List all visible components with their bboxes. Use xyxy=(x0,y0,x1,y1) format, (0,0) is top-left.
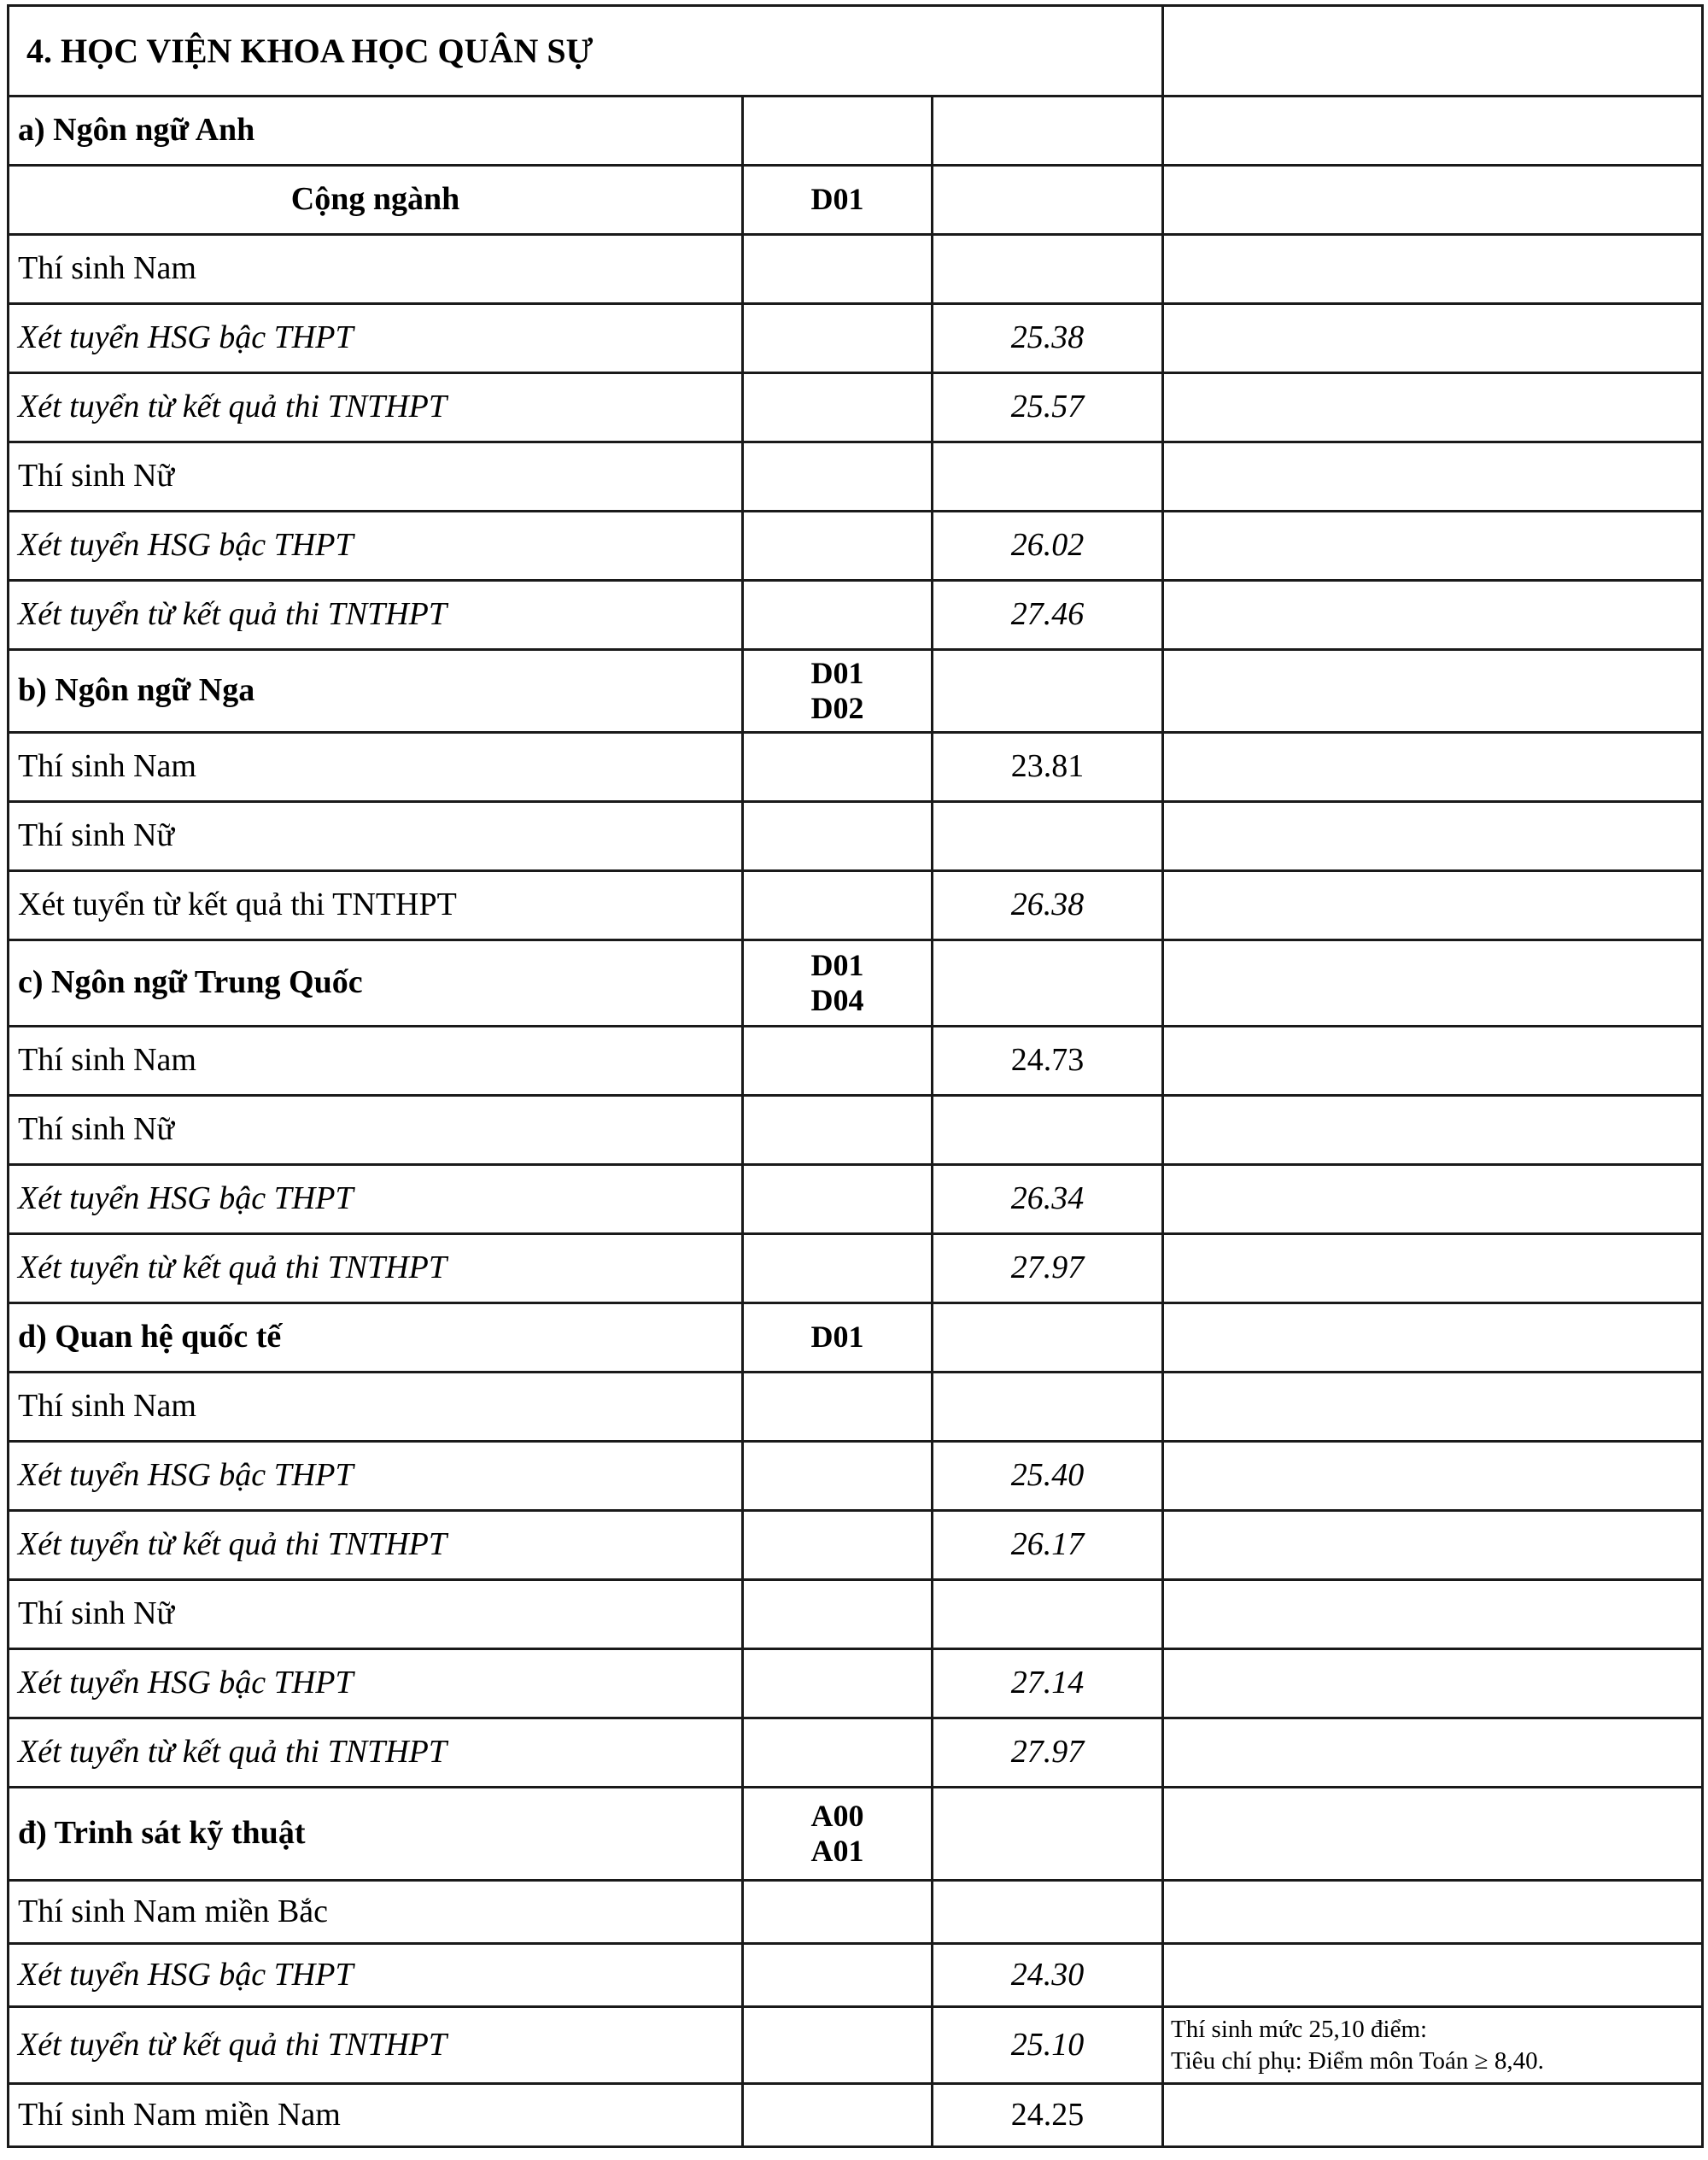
row-label: Xét tuyển từ kết quả thi TNTHPT xyxy=(9,871,743,940)
table-row xyxy=(9,1649,1703,1718)
subject-combination-cell xyxy=(743,512,933,581)
table-row xyxy=(9,1511,1703,1580)
section-row xyxy=(9,97,1703,166)
subject-combination-code: D01 xyxy=(810,182,864,217)
section-heading: đ) Trinh sát kỹ thuật xyxy=(9,1788,743,1881)
subject-combination-cell xyxy=(743,940,933,1027)
note-cell xyxy=(1163,1234,1703,1303)
score-cell xyxy=(933,1096,1163,1165)
note-cell xyxy=(1163,97,1703,166)
note-cell xyxy=(1163,802,1703,871)
subject-combination-cell xyxy=(743,1373,933,1442)
table-row xyxy=(9,1718,1703,1788)
table-row xyxy=(9,1373,1703,1442)
subject-combination-cell xyxy=(743,871,933,940)
table-row xyxy=(9,1881,1703,1944)
score-cell xyxy=(933,1788,1163,1881)
subject-combination-cell xyxy=(743,1944,933,2007)
note-line: Thí sinh mức 25,10 điểm: xyxy=(1171,2016,1428,2044)
score-cell: 26.02 xyxy=(933,512,1163,581)
subject-combination-cell xyxy=(743,1165,933,1234)
score-cell: 27.97 xyxy=(933,1234,1163,1303)
section-heading: d) Quan hệ quốc tế xyxy=(9,1303,743,1373)
row-label: Thí sinh Nữ xyxy=(9,1096,743,1165)
score-cell xyxy=(933,1373,1163,1442)
note-cell xyxy=(1163,1718,1703,1788)
score-cell: 23.81 xyxy=(933,733,1163,802)
table-row xyxy=(9,733,1703,802)
note-cell xyxy=(1163,1303,1703,1373)
note-cell xyxy=(1163,2007,1703,2084)
score-cell xyxy=(933,940,1163,1027)
note-cell xyxy=(1163,1027,1703,1096)
note-cell xyxy=(1163,2084,1703,2147)
subject-combination-cell xyxy=(743,304,933,373)
subject-combination-code: D02 xyxy=(810,691,864,725)
row-label: Xét tuyển HSG bậc THPT xyxy=(9,1649,743,1718)
score-cell: 27.97 xyxy=(933,1718,1163,1788)
note-cell xyxy=(1163,871,1703,940)
subject-combination-cell xyxy=(743,802,933,871)
note-cell xyxy=(1163,166,1703,235)
table-row xyxy=(9,1580,1703,1649)
row-label: Xét tuyển từ kết quả thi TNTHPT xyxy=(9,373,743,442)
subject-combination-cell xyxy=(743,1442,933,1511)
table-row xyxy=(9,802,1703,871)
score-cell: 26.17 xyxy=(933,1511,1163,1580)
row-label: Xét tuyển từ kết quả thi TNTHPT xyxy=(9,1718,743,1788)
score-cell xyxy=(933,97,1163,166)
subject-combination-code: A00 xyxy=(810,1798,864,1833)
score-cell: 24.30 xyxy=(933,1944,1163,2007)
subject-combination-cell xyxy=(743,1718,933,1788)
subject-combination-cell xyxy=(743,1096,933,1165)
subject-combination-code: D01 xyxy=(810,655,864,690)
score-cell xyxy=(933,650,1163,733)
row-label: Xét tuyển từ kết quả thi TNTHPT xyxy=(9,581,743,650)
note-cell xyxy=(1163,442,1703,512)
table-row xyxy=(9,373,1703,442)
note-cell xyxy=(1163,373,1703,442)
score-cell: 24.25 xyxy=(933,2084,1163,2147)
table-row xyxy=(9,581,1703,650)
row-label: Thí sinh Nam xyxy=(9,235,743,304)
score-cell xyxy=(933,235,1163,304)
table-row xyxy=(9,442,1703,512)
row-label: Thí sinh Nữ xyxy=(9,442,743,512)
row-label: Xét tuyển HSG bậc THPT xyxy=(9,1944,743,2007)
subject-combination-cell xyxy=(743,1881,933,1944)
note-cell xyxy=(1163,581,1703,650)
score-cell xyxy=(933,1303,1163,1373)
subject-combination-cell xyxy=(743,1511,933,1580)
row-label: Xét tuyển từ kết quả thi TNTHPT xyxy=(9,2007,743,2084)
score-cell: 25.10 xyxy=(933,2007,1163,2084)
note-cell xyxy=(1163,1511,1703,1580)
section-heading: a) Ngôn ngữ Anh xyxy=(9,97,743,166)
score-cell: 25.38 xyxy=(933,304,1163,373)
row-label: Thí sinh Nam xyxy=(9,1373,743,1442)
score-cell: 27.46 xyxy=(933,581,1163,650)
table-row xyxy=(9,1027,1703,1096)
subject-combination-cell xyxy=(743,650,933,733)
score-cell: 25.40 xyxy=(933,1442,1163,1511)
table-row xyxy=(9,2007,1703,2084)
row-label: Thí sinh Nam xyxy=(9,733,743,802)
score-cell: 24.73 xyxy=(933,1027,1163,1096)
document-title: 4. HỌC VIỆN KHOA HỌC QUÂN SỰ xyxy=(9,6,1163,97)
row-label: Thí sinh Nam xyxy=(9,1027,743,1096)
section-row xyxy=(9,1303,1703,1373)
note-cell xyxy=(1163,1881,1703,1944)
score-cell: 25.57 xyxy=(933,373,1163,442)
table-row xyxy=(9,1442,1703,1511)
note-cell xyxy=(1163,1944,1703,2007)
note-cell xyxy=(1163,1373,1703,1442)
row-label: Thí sinh Nữ xyxy=(9,802,743,871)
section-row xyxy=(9,940,1703,1027)
subject-combination-cell xyxy=(743,1788,933,1881)
table-row xyxy=(9,1165,1703,1234)
section-heading: c) Ngôn ngữ Trung Quốc xyxy=(9,940,743,1027)
subject-combination-code: A01 xyxy=(810,1834,864,1868)
subject-combination-cell xyxy=(743,97,933,166)
score-cell xyxy=(933,1580,1163,1649)
table-row xyxy=(9,871,1703,940)
score-cell xyxy=(933,1881,1163,1944)
admission-scores-table xyxy=(7,4,1704,2148)
section-row xyxy=(9,650,1703,733)
table-row xyxy=(9,1944,1703,2007)
title-row xyxy=(9,6,1703,97)
subject-combination-cell xyxy=(743,733,933,802)
row-label: Cộng ngành xyxy=(9,166,743,235)
subject-combination-cell xyxy=(743,2084,933,2147)
row-label: Thí sinh Nữ xyxy=(9,1580,743,1649)
score-cell: 27.14 xyxy=(933,1649,1163,1718)
subject-combination-cell xyxy=(743,1027,933,1096)
note-cell xyxy=(1163,512,1703,581)
table-row xyxy=(9,2084,1703,2147)
table-row xyxy=(9,512,1703,581)
subject-combination-cell xyxy=(743,235,933,304)
table-row xyxy=(9,166,1703,235)
table-row xyxy=(9,1096,1703,1165)
row-label: Xét tuyển HSG bậc THPT xyxy=(9,304,743,373)
score-cell: 26.34 xyxy=(933,1165,1163,1234)
note-cell xyxy=(1163,1442,1703,1511)
score-cell: 26.38 xyxy=(933,871,1163,940)
row-label: Xét tuyển từ kết quả thi TNTHPT xyxy=(9,1234,743,1303)
subject-combination-code: D04 xyxy=(810,983,864,1017)
note-cell xyxy=(1163,1580,1703,1649)
note-cell xyxy=(1163,304,1703,373)
table-row xyxy=(9,1234,1703,1303)
subject-combination-code: D01 xyxy=(810,947,864,982)
subject-combination-cell xyxy=(743,1303,933,1373)
table-row xyxy=(9,235,1703,304)
subject-combination-cell xyxy=(743,2007,933,2084)
subject-combination-cell xyxy=(743,581,933,650)
row-label: Xét tuyển HSG bậc THPT xyxy=(9,1165,743,1234)
row-label: Thí sinh Nam miền Bắc xyxy=(9,1881,743,1944)
note-cell xyxy=(1163,1788,1703,1881)
subject-combination-cell xyxy=(743,373,933,442)
section-row xyxy=(9,1788,1703,1881)
note-cell xyxy=(1163,1096,1703,1165)
row-label: Thí sinh Nam miền Nam xyxy=(9,2084,743,2147)
row-label: Xét tuyển HSG bậc THPT xyxy=(9,512,743,581)
row-label: Xét tuyển HSG bậc THPT xyxy=(9,1442,743,1511)
score-cell xyxy=(933,442,1163,512)
note-line: Tiêu chí phụ: Điểm môn Toán ≥ 8,40. xyxy=(1171,2046,1544,2075)
section-heading: b) Ngôn ngữ Nga xyxy=(9,650,743,733)
note-cell xyxy=(1163,1649,1703,1718)
row-label: Xét tuyển từ kết quả thi TNTHPT xyxy=(9,1511,743,1580)
subject-combination-cell xyxy=(743,442,933,512)
note-cell xyxy=(1163,235,1703,304)
note-cell xyxy=(1163,1165,1703,1234)
note-cell xyxy=(1163,733,1703,802)
score-cell xyxy=(933,802,1163,871)
table-row xyxy=(9,304,1703,373)
score-cell xyxy=(933,166,1163,235)
note-cell xyxy=(1163,650,1703,733)
subject-combination-cell xyxy=(743,1580,933,1649)
note-cell xyxy=(1163,940,1703,1027)
subject-combination-cell xyxy=(743,1649,933,1718)
subject-combination-cell xyxy=(743,1234,933,1303)
subject-combination-code: D01 xyxy=(810,1320,864,1355)
subject-combination-cell xyxy=(743,166,933,235)
title-note-cell xyxy=(1163,6,1703,97)
